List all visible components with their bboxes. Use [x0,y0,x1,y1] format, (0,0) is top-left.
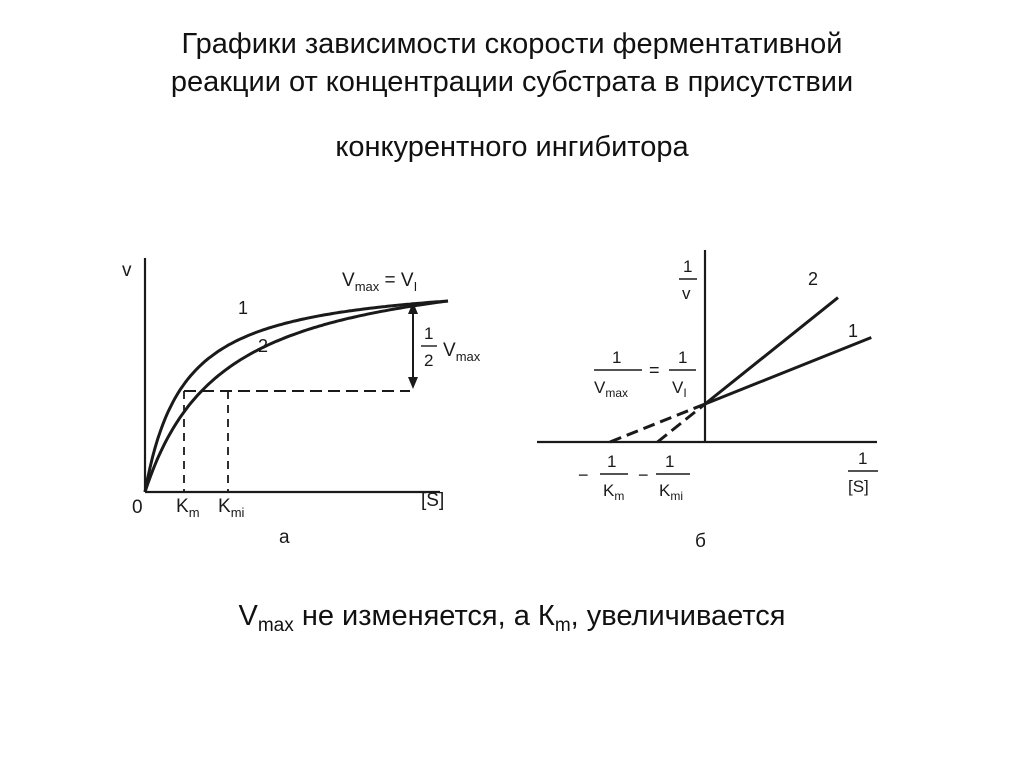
arrow-down-head [408,377,418,389]
svg-text:[S]: [S] [848,477,869,496]
x-intercept-kmi-label [638,452,690,503]
svg-text:−: − [578,465,589,485]
svg-text:Kmi: $K_{mi}$ [659,481,684,503]
panel-a-y-label: v [122,260,132,281]
svg-text:VI: $V_I$ [672,378,687,400]
lb-extrapolation-2 [658,404,706,442]
page-title-line-2: реакции от концентрации субстрата в присутствии [170,66,854,98]
svg-text:Km: $K_m$ [603,481,625,503]
line-2-label: 2 [808,269,819,289]
svg-text:Vmax: $V_{max}$ [594,378,629,400]
svg-text:1: 1 [665,452,675,471]
lb-extrapolation-1 [610,404,705,442]
svg-text:v: v [682,284,691,303]
plateau-label: $V_{max} = V_I$ [342,270,418,294]
line-1-label: 1 [848,321,859,341]
kmi-label: $K_{mi}$ [218,496,245,520]
curve-2-label: 2 [258,336,269,356]
svg-text:1: 1 [424,324,434,343]
y-intercept-label [594,348,696,400]
page-title-line-3: конкурентного ингибитора [335,131,689,163]
mm-curve-2 [145,301,448,492]
panel-a-x-label: [S] [421,490,445,511]
half-vmax-label [421,324,481,370]
x-intercept-km-label [578,452,628,503]
lb-line-1 [705,338,871,405]
mm-curve-1 [145,301,448,492]
conclusion-caption: $V_{max}$ не изменяется, а $К_m$, увеличивается [238,600,786,636]
svg-text:−: − [638,465,649,485]
svg-text:1: 1 [612,348,622,367]
panel-b-x-label [848,449,878,496]
km-label: $K_m$ [176,496,200,520]
panel-b [537,250,878,552]
panel-b-y-label [679,257,697,303]
panel-a [122,258,481,548]
panel-a-caption: а [279,527,290,548]
svg-text:1: 1 [607,452,617,471]
svg-text:=: = [649,360,660,380]
lb-line-2 [705,298,838,404]
svg-text:Vmax: $V_{max}$ [443,340,481,364]
svg-text:2: 2 [424,351,434,370]
svg-text:1: 1 [858,449,868,468]
origin-label: 0 [132,497,143,518]
panel-b-caption: б [695,531,706,552]
svg-text:1: 1 [678,348,688,367]
page-title-line-1: Графики зависимости скорости ферментативной [181,28,843,60]
svg-text:1: 1 [683,257,693,276]
curve-1-label: 1 [238,298,249,318]
